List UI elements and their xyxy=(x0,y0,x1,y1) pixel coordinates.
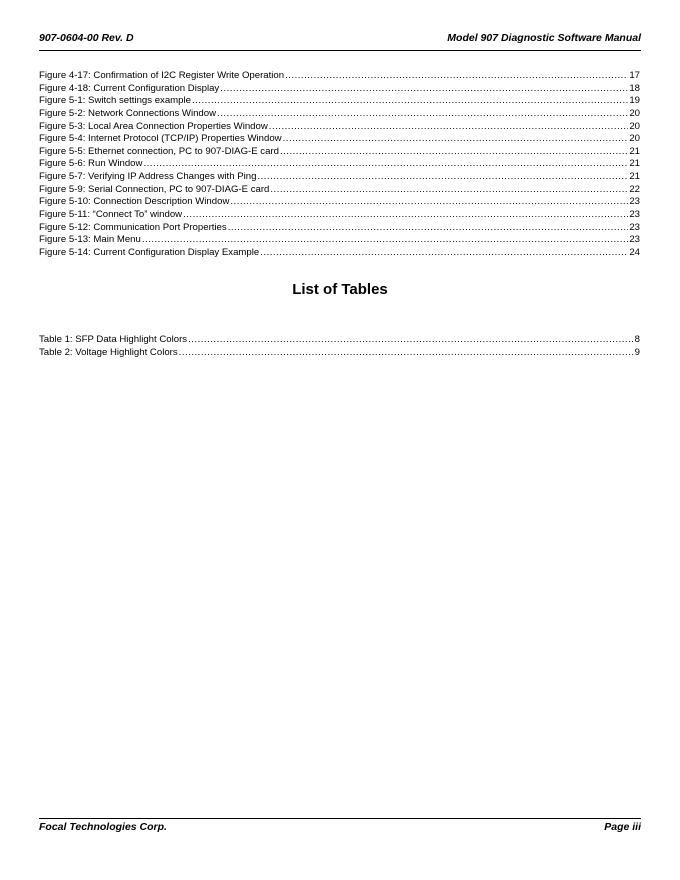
toc-entry-label: Figure 5-5: Ethernet connection, PC to 907-DIAG-E card xyxy=(39,145,279,157)
toc-entry-label: Figure 5-11: “Connect To” window xyxy=(39,209,183,221)
header-divider xyxy=(39,50,641,51)
document-number: 907-0604-00 Rev. D xyxy=(39,32,134,44)
dot-leader xyxy=(220,83,628,96)
toc-entry[interactable] xyxy=(39,171,640,184)
toc-entry-label: Figure 5-10: Connection Description Window xyxy=(39,196,230,208)
toc-entry[interactable] xyxy=(39,95,640,108)
list-of-figures xyxy=(39,70,640,260)
toc-entry[interactable] xyxy=(39,209,640,222)
dot-leader xyxy=(188,334,634,347)
dot-leader xyxy=(260,247,628,260)
toc-entry-label: Figure 5-12: Communication Port Properties xyxy=(39,221,227,233)
dot-leader xyxy=(269,121,629,134)
toc-entry[interactable] xyxy=(39,133,640,146)
toc-entry-label: Figure 5-14: Current Configuration Display Example xyxy=(39,246,260,258)
toc-entry-page: 9 xyxy=(634,346,640,358)
toc-entry[interactable] xyxy=(39,234,640,247)
list-of-tables-heading: List of Tables xyxy=(292,281,388,298)
toc-entry-label: Figure 5-2: Network Connections Window xyxy=(39,107,217,119)
toc-entry-page: 23 xyxy=(629,209,640,221)
toc-entry-page: 23 xyxy=(629,196,640,208)
toc-entry[interactable] xyxy=(39,146,640,159)
dot-leader xyxy=(280,146,628,159)
dot-leader xyxy=(142,234,628,247)
toc-entry-label: Figure 5-13: Main Menu xyxy=(39,234,141,246)
dot-leader xyxy=(192,95,628,108)
footer-divider xyxy=(39,818,641,819)
list-of-tables xyxy=(39,334,640,359)
toc-entry[interactable] xyxy=(39,83,640,96)
page-header xyxy=(39,30,641,46)
toc-entry-label: Table 1: SFP Data Highlight Colors xyxy=(39,334,188,345)
company-name: Focal Technologies Corp. xyxy=(39,821,167,833)
dot-leader xyxy=(230,196,628,209)
toc-entry-page: 21 xyxy=(629,145,640,157)
dot-leader xyxy=(183,209,628,222)
toc-entry[interactable] xyxy=(39,222,640,235)
toc-entry[interactable] xyxy=(39,196,640,209)
toc-entry[interactable] xyxy=(39,347,640,360)
toc-entry-label: Figure 5-9: Serial Connection, PC to 907-DIAG-E card xyxy=(39,183,270,195)
toc-entry-label: Figure 5-7: Verifying IP Address Changes with Ping xyxy=(39,171,257,183)
toc-entry-label: Figure 4-17: Confirmation of I2C Register Write Operation xyxy=(39,70,285,81)
toc-entry[interactable] xyxy=(39,247,640,260)
dot-leader xyxy=(270,184,628,197)
dot-leader xyxy=(228,222,629,235)
toc-entry-page: 18 xyxy=(629,82,640,94)
toc-entry-label: Figure 5-1: Switch settings example xyxy=(39,95,191,107)
toc-entry-page: 22 xyxy=(629,183,640,195)
toc-entry-page: 21 xyxy=(629,171,640,183)
toc-entry-page: 20 xyxy=(629,133,640,145)
toc-entry-page: 17 xyxy=(629,70,640,81)
dot-leader xyxy=(257,171,628,184)
toc-entry-page: 23 xyxy=(629,234,640,246)
toc-entry-page: 24 xyxy=(629,246,640,258)
toc-entry-label: Figure 5-6: Run Window xyxy=(39,158,143,170)
toc-entry-page: 8 xyxy=(634,334,640,345)
toc-entry-label: Figure 5-4: Internet Protocol (TCP/IP) Properties Window xyxy=(39,133,282,145)
toc-entry[interactable] xyxy=(39,121,640,134)
toc-entry-page: 20 xyxy=(629,120,640,132)
toc-entry-page: 20 xyxy=(629,107,640,119)
toc-entry[interactable] xyxy=(39,334,640,347)
page-number: Page iii xyxy=(604,821,641,833)
toc-entry-label: Table 2: Voltage Highlight Colors xyxy=(39,346,178,358)
dot-leader xyxy=(217,108,628,121)
dot-leader xyxy=(179,347,634,360)
toc-entry-page: 23 xyxy=(629,221,640,233)
toc-entry[interactable] xyxy=(39,184,640,197)
toc-entry-page: 19 xyxy=(629,95,640,107)
toc-entry-page: 21 xyxy=(629,158,640,170)
document-title: Model 907 Diagnostic Software Manual xyxy=(447,32,641,44)
toc-entry[interactable] xyxy=(39,108,640,121)
toc-entry-label: Figure 4-18: Current Configuration Display xyxy=(39,82,220,94)
toc-entry[interactable] xyxy=(39,70,640,83)
dot-leader xyxy=(283,133,629,146)
toc-entry[interactable] xyxy=(39,158,640,171)
dot-leader xyxy=(285,70,628,83)
page-footer xyxy=(39,821,641,837)
toc-entry-label: Figure 5-3: Local Area Connection Properties Window xyxy=(39,120,268,132)
dot-leader xyxy=(143,158,628,171)
